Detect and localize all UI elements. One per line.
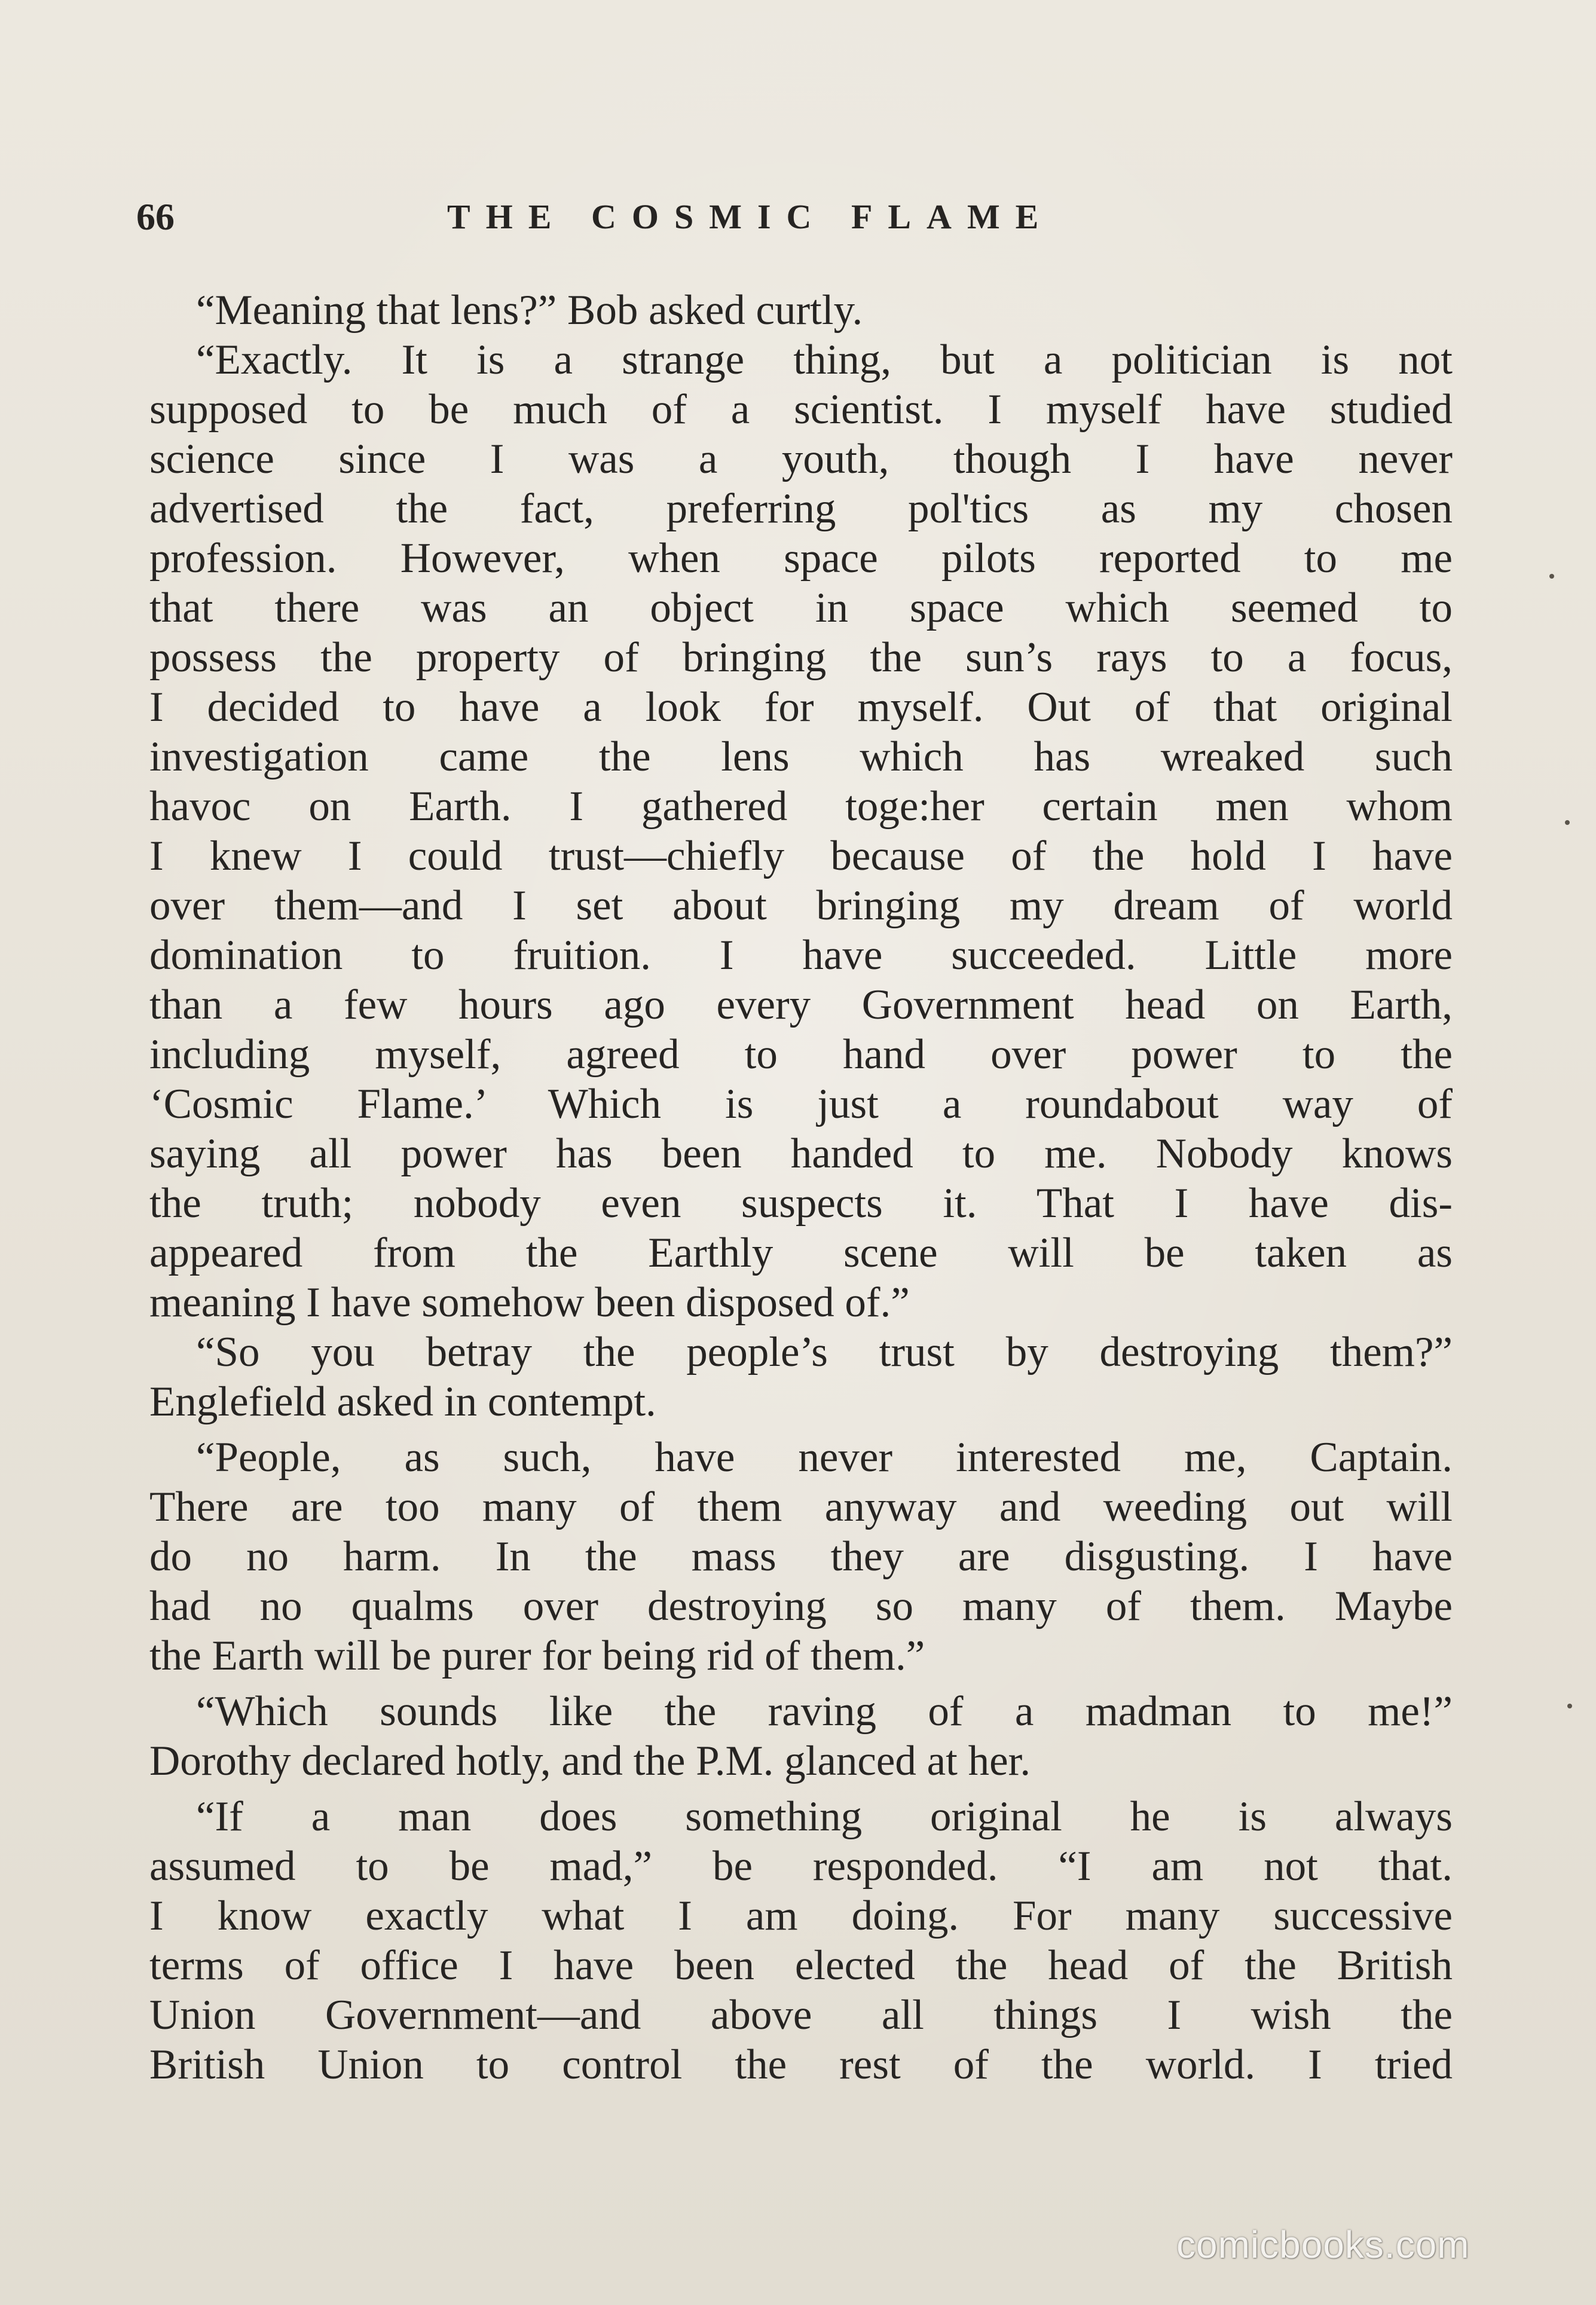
paper-speck (1565, 820, 1570, 825)
text-line: I knew I could trust—chiefly because of the hold I have (149, 833, 1453, 879)
paragraph-gap (149, 1427, 1453, 1433)
text-line: than a few hours ago every Government head on Earth, (149, 982, 1453, 1028)
text-line: science since I was a youth, though I have never (149, 436, 1453, 482)
text-line: “Which sounds like the raving of a madman to me!” (196, 1688, 1453, 1735)
text-line: Union Government—and above all things I wish the (149, 1992, 1453, 2038)
text-line: There are too many of them anyway and weeding out will (149, 1484, 1453, 1530)
text-line: investigation came the lens which has wreaked such (149, 733, 1453, 780)
text-line: advertised the fact, preferring pol'tics as my chosen (149, 485, 1453, 532)
text-line: I decided to have a look for myself. Out of that original (149, 684, 1453, 730)
text-line: Dorothy declared hotly, and the P.M. glanced at her. (149, 1738, 1031, 1784)
text-line: the Earth will be purer for being rid of them.” (149, 1633, 925, 1679)
text-line: ‘Cosmic Flame.’ Which is just a roundabout way of (149, 1081, 1453, 1127)
text-line: Englefield asked in contempt. (149, 1378, 656, 1425)
page-header (136, 190, 1141, 244)
text-line: including myself, agreed to hand over power to the (149, 1031, 1453, 1078)
text-line: terms of office I have been elected the head of the British (149, 1942, 1453, 1989)
paper-speck (1567, 1704, 1572, 1708)
text-line: had no qualms over destroying so many of them. Maybe (149, 1583, 1453, 1630)
text-line: the truth; nobody even suspects it. That I have dis- (149, 1180, 1453, 1227)
text-line: domination to fruition. I have succeeded. Little more (149, 932, 1453, 979)
text-line: havoc on Earth. I gathered toge:her certain men whom (149, 783, 1453, 830)
text-line: meaning I have somehow been disposed of.” (149, 1279, 910, 1326)
text-line: “Meaning that lens?” Bob asked curtly. (196, 287, 863, 334)
paragraph-gap (149, 1786, 1453, 1792)
paragraph-gap (149, 1681, 1453, 1687)
text-line: over them—and I set about bringing my dream of world (149, 882, 1453, 929)
page-number: 66 (136, 195, 175, 238)
running-head: THE COSMIC FLAME (447, 197, 1054, 236)
text-line: British Union to control the rest of the world. I tried (149, 2041, 1453, 2088)
text-line: profession. However, when space pilots reported to me (149, 535, 1453, 582)
text-line: appeared from the Earthly scene will be taken as (149, 1230, 1453, 1276)
text-line: saying all power has been handed to me. Nobody knows (149, 1130, 1453, 1177)
text-line: assumed to be mad,” be responded. “I am not that. (149, 1843, 1453, 1890)
text-line: I know exactly what I am doing. For many successive (149, 1893, 1453, 1939)
body-text (149, 286, 1453, 2090)
text-line: supposed to be much of a scientist. I myself have studied (149, 386, 1453, 433)
text-line: possess the property of bringing the sun’s rays to a focus, (149, 634, 1453, 681)
paper-speck (1549, 574, 1554, 579)
watermark: comicbooks.com (1176, 2223, 1470, 2266)
text-line: “People, as such, have never interested me, Captain. (196, 1434, 1453, 1481)
text-line: do no harm. In the mass they are disgusting. I have (149, 1533, 1453, 1580)
text-line: “If a man does something original he is always (196, 1793, 1453, 1840)
text-line: that there was an object in space which seemed to (149, 585, 1453, 631)
text-line: “So you betray the people’s trust by destroying them?” (196, 1329, 1453, 1375)
text-line: “Exactly. It is a strange thing, but a politician is not (196, 337, 1453, 383)
